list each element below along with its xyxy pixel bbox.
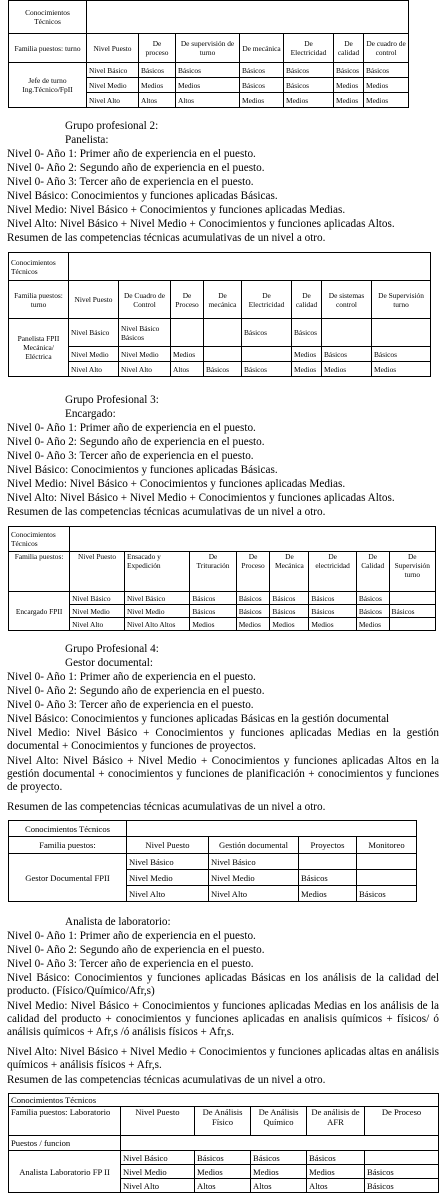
text-line: Nivel Alto: Nivel Básico + Nivel Medio + Conocimientos y funciones aplicadas Altos. (7, 492, 395, 504)
table-cell: Básicos (236, 605, 270, 618)
table-cell: Nivel Básico (70, 592, 125, 605)
table-cell: Nivel Alto (69, 362, 119, 377)
table-panelista (8, 252, 431, 377)
table-cell: Básicos (284, 78, 334, 93)
column-header: De Trituración (190, 552, 236, 592)
text-line: Nivel Básico: Conocimientos y funciones aplicadas Básicas. (7, 190, 278, 202)
column-header: De Calidad (356, 552, 389, 592)
text-line: Nivel 0- Año 1: Primer año de experiencia en el puesto. (7, 422, 256, 434)
knowledge-header: Conocimientos Técnicos (9, 1094, 439, 1107)
table-cell: Básicos (309, 605, 356, 618)
column-header: De Proceso (171, 281, 204, 319)
column-header: De calidad (292, 281, 322, 319)
table-cell: Básicos (356, 605, 389, 618)
table-cell: Altos (176, 93, 240, 108)
table-cell: Básicos (251, 1151, 307, 1165)
table-cell: Medios (139, 78, 176, 93)
table-cell: Básicos (309, 592, 356, 605)
table-cell: Básicos (236, 592, 270, 605)
text-line: Resumen de las competencias técnicas acumulativas de un nivel a otro. (7, 801, 326, 813)
table-cell: Básicos (270, 592, 309, 605)
text-line: Nivel 0- Año 1: Primer año de experiencia en el puesto. (7, 930, 256, 942)
table-cell (372, 319, 431, 347)
column-header: Ensacado y Expedición (124, 552, 189, 592)
column-header: Nivel Puesto (69, 281, 119, 319)
text-line: Resumen de las competencias técnicas acumulativas de un nivel a otro. (7, 232, 326, 244)
table-cell: Medios (292, 347, 322, 362)
table-cell: Nivel Alto (121, 1179, 195, 1193)
table-cell: Medios (270, 618, 309, 631)
column-header: De Electricidad (242, 281, 292, 319)
table-cell: Básicos (195, 1151, 251, 1165)
table-cell: Básicos (242, 362, 292, 377)
column-header: De mecánica (204, 281, 242, 319)
table-cell: Nivel Alto (119, 362, 171, 377)
table-cell: Medios (309, 618, 356, 631)
section-title: Grupo Profesional 3: (65, 394, 159, 406)
sub-header: Puestos / funcion (9, 1136, 121, 1151)
knowledge-header: Conocimientos Técnicos (9, 527, 70, 552)
table-cell: Nivel Alto (70, 618, 125, 631)
text-line: Nivel 0- Año 3: Tercer año de experiencia en el puesto. (7, 699, 254, 711)
table-cell: Altos (139, 93, 176, 108)
table-cell: Básicos (204, 362, 242, 377)
text-line: Nivel Alto: Nivel Básico + Nivel Medio + Conocimientos y funciones aplicadas Altos. (7, 218, 395, 230)
text-line: Nivel 0- Año 2: Segundo año de experiencia en el puesto. (7, 685, 265, 697)
table-cell: Medios (195, 1165, 251, 1179)
column-header: Gestión documental (209, 837, 299, 854)
column-header: De Electricidad (284, 34, 334, 63)
table-cell: Nivel Medio (209, 870, 299, 886)
text-line: Nivel Básico: Conocimientos y funciones aplicadas Básicas. (7, 464, 278, 476)
column-header: De análisis de AFR (307, 1107, 365, 1136)
column-header: Proyectos (299, 837, 357, 854)
column-header: De calidad (334, 34, 364, 63)
column-header: De Proceso (365, 1107, 439, 1136)
text-line: Nivel 0- Año 2: Segundo año de experiencia en el puesto. (7, 944, 265, 956)
table-cell: Básicos (284, 63, 334, 78)
table-cell: Medios (372, 362, 431, 377)
table-cell: Nivel Medio (119, 347, 171, 362)
text-line: Nivel 0- Año 1: Primer año de experiencia en el puesto. (7, 148, 256, 160)
section-title: Grupo profesional 2: (65, 120, 159, 132)
table-cell: Básicos (176, 63, 240, 78)
table-cell (389, 618, 435, 631)
table-cell: Básicos (242, 319, 292, 347)
section-subtitle: Encargado: (65, 408, 116, 420)
table-cell: Medios (364, 93, 409, 108)
table-cell: Básicos (190, 605, 236, 618)
text-paragraph: Nivel Básico: Conocimientos y funciones aplicadas Básicas en los análisis de la calidad del producto. (Físico/Químico/Afr,s) (7, 972, 439, 998)
table-cell: Nivel Básico (121, 1151, 195, 1165)
table-cell: Básicos (292, 319, 322, 347)
table-cell (389, 592, 435, 605)
column-header: Monitoreo (357, 837, 417, 854)
table-cell: Básicos (356, 592, 389, 605)
table-cell (242, 347, 292, 362)
table-cell: Básicos (299, 870, 357, 886)
table-cell: Nivel Medio (69, 347, 119, 362)
table-cell: Altos (251, 1179, 307, 1193)
family-header: Familia puestos: turno (9, 34, 87, 63)
section-subtitle: Gestor documental: (65, 657, 153, 669)
text-line: Nivel Medio: Nivel Básico + Conocimientos y funciones aplicadas Medias. (7, 204, 346, 216)
table-cell: Nivel Básico (69, 319, 119, 347)
column-header: De Proceso (236, 552, 270, 592)
table-analista-laboratorio (8, 1093, 439, 1193)
table-cell (322, 319, 372, 347)
table-cell: Medios (251, 1165, 307, 1179)
table-cell: Básicos (307, 1151, 365, 1165)
table-cell: Básicos (190, 592, 236, 605)
row-label: Panelista FPII Mecánica/ Eléctrica (9, 319, 69, 377)
knowledge-header: Conocimientos Técnicos (9, 821, 127, 837)
table-cell: Medios (171, 347, 204, 362)
table-cell: Nivel Básico (209, 854, 299, 870)
text-paragraph: Nivel Medio: Nivel Básico + Conocimientos y funciones aplicadas Medias en la gestión documental + Conocimientos y funciones de proyectos. (7, 727, 439, 753)
table-cell: Medios (334, 93, 364, 108)
text-line: Resumen de las competencias técnicas acumulativas de un nivel a otro. (7, 1074, 326, 1086)
table-cell: Nivel Medio (127, 870, 209, 886)
table-cell: Medios (299, 886, 357, 902)
text-paragraph: Nivel Alto: Nivel Básico + Nivel Medio + Conocimientos y funciones aplicadas altas en análisis químicos + análisis físicos + Afr,s. (7, 1046, 439, 1072)
knowledge-header: Conocimientos Técnicos (9, 1, 87, 34)
column-header: De proceso (139, 34, 176, 63)
table-cell: Nivel Alto (209, 886, 299, 902)
text-line: Nivel 0- Año 1: Primer año de experiencia en el puesto. (7, 671, 256, 683)
text-line: Nivel 0- Año 3: Tercer año de experiencia en el puesto. (7, 958, 254, 970)
knowledge-header: Conocimientos Técnicos (9, 253, 69, 281)
table-cell (299, 854, 357, 870)
table-cell (204, 319, 242, 347)
table-cell: Medios (236, 618, 270, 631)
table-cell: Nivel Básico (124, 592, 189, 605)
table-cell (365, 1151, 439, 1165)
table-cell: Medios (190, 618, 236, 631)
table-cell: Básicos (322, 347, 372, 362)
column-header: De electricidad (309, 552, 356, 592)
column-header: Nivel Puesto (87, 34, 139, 63)
column-header: Nivel Puesto (127, 837, 209, 854)
text-line: Nivel Básico: Conocimientos y funciones aplicadas Básicas en la gestión documental (7, 713, 390, 725)
table-cell: Básicos (240, 63, 284, 78)
table-cell: Nivel Alto Altos (124, 618, 189, 631)
table-cell: Altos (195, 1179, 251, 1193)
family-header: Familia puestos: (9, 552, 70, 592)
row-label: Encargado FPII (9, 592, 70, 631)
table-cell: Medios (307, 1165, 365, 1179)
table-cell: Básicos (389, 605, 435, 618)
row-label: Analista Laboratorio FP II (9, 1151, 121, 1193)
table-cell: Nivel Medio (121, 1165, 195, 1179)
section-title: Grupo Profesional 4: (65, 643, 159, 655)
table-cell: Medios (334, 78, 364, 93)
column-header: De Análisis Físico (195, 1107, 251, 1136)
column-header: De supervisión de turno (176, 34, 240, 63)
table-encargado (8, 526, 436, 631)
table-cell: Medios (364, 78, 409, 93)
table-cell: Altos (171, 362, 204, 377)
table-cell (171, 319, 204, 347)
family-header: Familia puestos: turno (9, 281, 69, 319)
table-gestor-documental (8, 820, 417, 902)
table-cell (357, 870, 417, 886)
column-header: De mecánica (240, 34, 284, 63)
section-subtitle: Panelista: (65, 134, 109, 146)
family-header: Familia puestos: (9, 837, 127, 854)
table-cell: Medios (176, 78, 240, 93)
table-cell: Nivel Medio (87, 78, 139, 93)
table-cell: Medios (322, 362, 372, 377)
column-header: Nivel Puesto (70, 552, 125, 592)
table-cell: Medios (240, 93, 284, 108)
column-header: De sistemas control (322, 281, 372, 319)
table-cell: Básicos (139, 63, 176, 78)
table-cell: Básicos (270, 605, 309, 618)
text-line: Nivel 0- Año 3: Tercer año de experiencia en el puesto. (7, 450, 254, 462)
table-cell: Nivel Básico (127, 854, 209, 870)
table-cell: Nivel Alto (127, 886, 209, 902)
table-cell: Medios (284, 93, 334, 108)
column-header: Nivel Puesto (121, 1107, 195, 1136)
table-cell: Básicos (357, 886, 417, 902)
text-line: Nivel Medio: Nivel Básico + Conocimientos y funciones aplicadas Medias. (7, 478, 346, 490)
table-cell: Básicos (334, 63, 364, 78)
row-label: Jefe de turno Ing.Técnico/FpII (9, 63, 87, 108)
table-cell: Nivel Básico (87, 63, 139, 78)
table-cell: Básicos (365, 1179, 439, 1193)
table-cell: Medios (356, 618, 389, 631)
section-subtitle: Analista de laboratorio: (65, 916, 171, 928)
table-cell: Básicos (240, 78, 284, 93)
column-header: De Supervisión turno (389, 552, 435, 592)
text-line: Nivel 0- Año 2: Segundo año de experiencia en el puesto. (7, 436, 265, 448)
text-line: Resumen de las competencias técnicas acumulativas de un nivel a otro. (7, 506, 326, 518)
column-header: De Análisis Químico (251, 1107, 307, 1136)
table-cell: Básicos (365, 1165, 439, 1179)
text-paragraph: Nivel Medio: Nivel Básico + Conocimientos y funciones aplicadas Medias en los análisis de la calidad del producto + conocimientos y funciones aplicadas en analisis químicos + físicos/ ó análisis químicos + Afr,s /ó análisis físicos + Afr,s. (7, 1000, 439, 1039)
row-label: Gestor Documental FPII (9, 854, 127, 902)
text-paragraph: Nivel Alto: Nivel Básico + Nivel Medio + Conocimientos y funciones aplicadas Altos en la gestión documental + conocimientos y funciones de planificación + conocimientos y funciones de proyecto. (7, 755, 439, 794)
column-header: De Supervisión turno (372, 281, 431, 319)
table-cell: Altos (307, 1179, 365, 1193)
column-header: De Mecánica (270, 552, 309, 592)
table-cell: Nivel Medio (124, 605, 189, 618)
table-jefe-turno (8, 0, 409, 108)
table-cell (357, 854, 417, 870)
text-line: Nivel 0- Año 3: Tercer año de experiencia en el puesto. (7, 176, 254, 188)
table-cell: Nivel Alto (87, 93, 139, 108)
family-header: Familia puestos: Laboratorio (9, 1107, 121, 1136)
table-cell: Medios (292, 362, 322, 377)
table-cell: Nivel Básico Básicos (119, 319, 171, 347)
column-header: De Cuadro de Control (119, 281, 171, 319)
table-cell: Básicos (372, 347, 431, 362)
text-line: Nivel 0- Año 2: Segundo año de experiencia en el puesto. (7, 162, 265, 174)
table-cell: Nivel Medio (70, 605, 125, 618)
table-cell (204, 347, 242, 362)
table-cell: Básicos (364, 63, 409, 78)
column-header: De cuadro de control (364, 34, 409, 63)
